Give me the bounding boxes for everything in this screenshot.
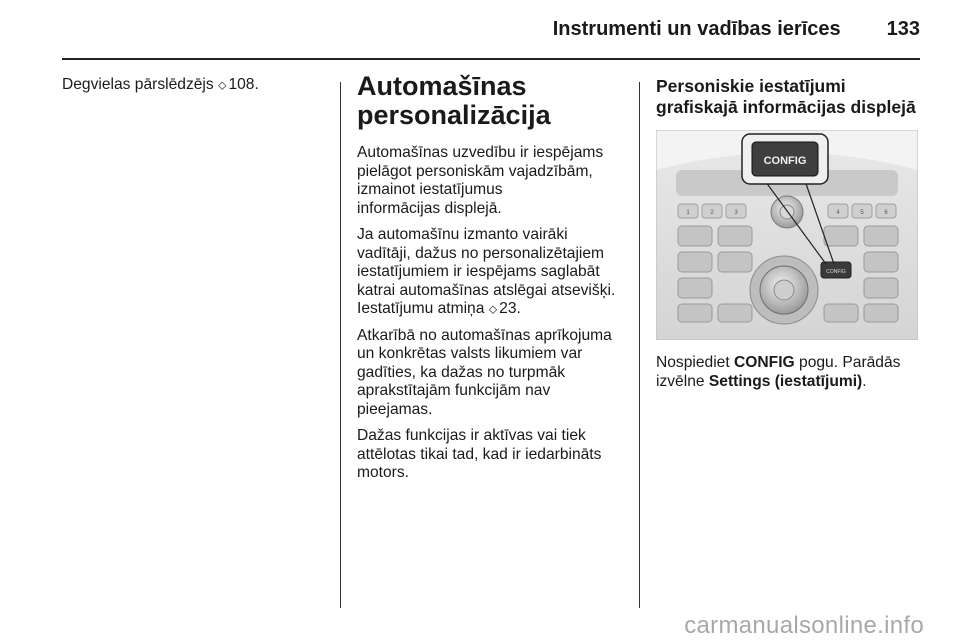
right-column <box>656 76 922 399</box>
middle-column <box>357 72 633 491</box>
watermark: carmanualsonline.info <box>684 612 924 639</box>
paragraph-engine: Dažas funkcijas ir aktīvas vai tiek attēlotas tikai tad, kad ir iedarbināts motors. <box>357 427 602 481</box>
fuel-selector-ref[interactable]: ⬦ 108. <box>218 76 259 93</box>
config-button-small-label: CONFIG <box>826 269 846 275</box>
paragraph-intro: Automašīnas uzvedību ir iespējams pielāgot personiskām vajadzībām, izmainot iestatījumus informācijas displejā. <box>357 144 604 217</box>
console-photo <box>656 130 918 340</box>
paragraph-equipment: Atkarībā no automašīnas aprīkojuma un konkrētas valsts likumiem var gadīties, ka dažas no turpmāk aprakstītajām funkcijām nav pieejamas. <box>357 326 612 418</box>
preset-3: 3 <box>734 210 738 216</box>
preset-4: 4 <box>836 210 840 216</box>
settings-keyword: Settings (iestatījumi) <box>708 372 863 390</box>
caption: Nospiediet CONFIG pogu. Parādās izvēlne Settings (iestatījumi). <box>656 354 901 390</box>
memory-ref[interactable]: ⬦ 23. <box>489 300 521 317</box>
config-callout-label: CONFIG <box>763 155 807 167</box>
center-console-illustration <box>656 130 918 340</box>
header-title: Instrumenti un vadības ierīces <box>552 18 841 40</box>
preset-2: 2 <box>710 210 714 216</box>
page-number: 133 <box>886 18 920 40</box>
preset-1: 1 <box>686 210 690 216</box>
subsection-heading: Personiskie iestatījumi grafiskajā informācijas displejā <box>656 76 916 117</box>
paragraph-drivers: Ja automašīnu izmanto vairāki vadītāji, dažus no personalizētajiem iestatījumiem ir iespējams saglabāt katrai automašīnas atslēgai atsevišķi. Iestatījumu atmiņa ⬦ 23. <box>357 226 633 319</box>
fuel-selector-line: Degvielas pārslēdzējs ⬦ 108. <box>62 76 332 95</box>
preset-6: 6 <box>884 210 888 216</box>
column-divider-right <box>639 82 640 608</box>
left-column <box>62 76 332 103</box>
header-rule <box>62 58 920 60</box>
preset-5: 5 <box>860 210 864 216</box>
page-header <box>0 18 920 41</box>
section-heading: Automašīnas personalizācija <box>357 71 551 130</box>
config-keyword: CONFIG <box>734 354 795 371</box>
column-divider-left <box>340 82 341 608</box>
